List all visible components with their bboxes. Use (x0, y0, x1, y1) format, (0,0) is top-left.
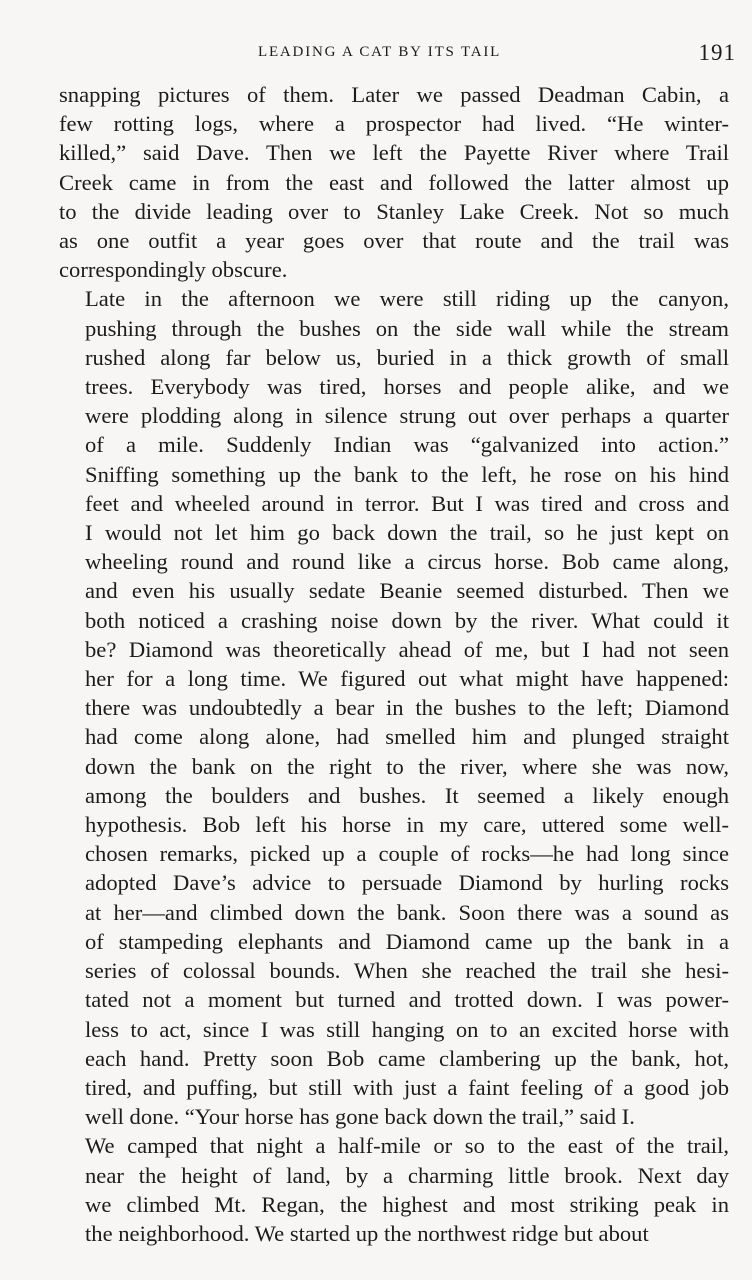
text-line: be? Diamond was theoretically ahead of me, but I had not seen (85, 636, 729, 662)
text-line: less to act, since I was still hanging on to an excited horse with (85, 1016, 729, 1042)
text-line: near the height of land, by a charming little brook. Next day (85, 1162, 729, 1188)
text-line: rushed along far below us, buried in a thick growth of small (85, 344, 729, 370)
text-line: down the bank on the right to the river, where she was now, (85, 753, 729, 779)
text-line: were plodding along in silence strung out over perhaps a quarter (85, 403, 729, 429)
paragraph (59, 80, 729, 284)
text-line: and even his usually sedate Beanie seemed disturbed. Then we (85, 578, 729, 604)
paragraph (59, 284, 729, 1131)
text-line: among the boulders and bushes. It seemed a likely enough (85, 782, 729, 808)
text-line: as one outfit a year goes over that route and the trail was (59, 228, 729, 254)
text-line: to the divide leading over to Stanley Lake Creek. Not so much (59, 198, 729, 224)
text-line: correspondingly obscure. (59, 257, 288, 283)
text-line: trees. Everybody was tired, horses and people alike, and we (85, 374, 729, 400)
text-line: adopted Dave’s advice to persuade Diamond by hurling rocks (85, 870, 729, 896)
text-line: there was undoubtedly a bear in the bushes to the left; Diamond (85, 695, 729, 721)
text-line: wheeling round and round like a circus horse. Bob came along, (85, 549, 729, 575)
text-line: tired, and puffing, but still with just a faint feeling of a good job (85, 1074, 729, 1100)
text-line: Sniffing something up the bank to the left, he rose on his hind (85, 461, 729, 487)
text-line: both noticed a crashing noise down by the river. What could it (85, 607, 729, 633)
text-line: the neighborhood. We started up the northwest ridge but about (85, 1220, 649, 1246)
body-text (59, 80, 729, 1248)
text-line: of a mile. Suddenly Indian was “galvanized into action.” (85, 432, 729, 458)
text-line: Late in the afternoon we were still riding up the canyon, (85, 286, 729, 312)
text-line: We camped that night a half-mile or so to the east of the trail, (85, 1133, 729, 1159)
paragraph (59, 1131, 729, 1248)
text-line: series of colossal bounds. When she reached the trail she hesi- (85, 958, 729, 984)
text-line: hypothesis. Bob left his horse in my care, uttered some well- (85, 812, 729, 838)
text-line: at her—and climbed down the bank. Soon there was a sound as (85, 899, 729, 925)
text-line: Creek came in from the east and followed the latter almost up (59, 169, 729, 195)
running-title: LEADING A CAT BY ITS TAIL (258, 44, 502, 60)
text-line: well done. “Your horse has gone back down the trail,” said I. (85, 1104, 635, 1130)
text-line: had come along alone, had smelled him and plunged straight (85, 724, 729, 750)
page-number: 191 (698, 40, 736, 65)
text-line: of stampeding elephants and Diamond came up the bank in a (85, 928, 729, 954)
text-line: feet and wheeled around in terror. But I was tired and cross and (85, 490, 729, 516)
running-head (0, 40, 752, 70)
text-line: we climbed Mt. Regan, the highest and most striking peak in (85, 1191, 729, 1217)
text-line: each hand. Pretty soon Bob came clambering up the bank, hot, (85, 1045, 729, 1071)
text-line: few rotting logs, where a prospector had lived. “He winter- (59, 111, 729, 137)
text-line: snapping pictures of them. Later we passed Deadman Cabin, a (59, 82, 729, 107)
text-line: her for a long time. We figured out what might have happened: (85, 666, 729, 692)
text-line: killed,” said Dave. Then we left the Payette River where Trail (59, 140, 729, 166)
text-line: chosen remarks, picked up a couple of rocks—he had long since (85, 841, 729, 867)
text-line: I would not let him go back down the trail, so he just kept on (85, 520, 729, 546)
text-line: pushing through the bushes on the side wall while the stream (85, 315, 729, 341)
text-line: tated not a moment but turned and trotted down. I was power- (85, 987, 729, 1013)
